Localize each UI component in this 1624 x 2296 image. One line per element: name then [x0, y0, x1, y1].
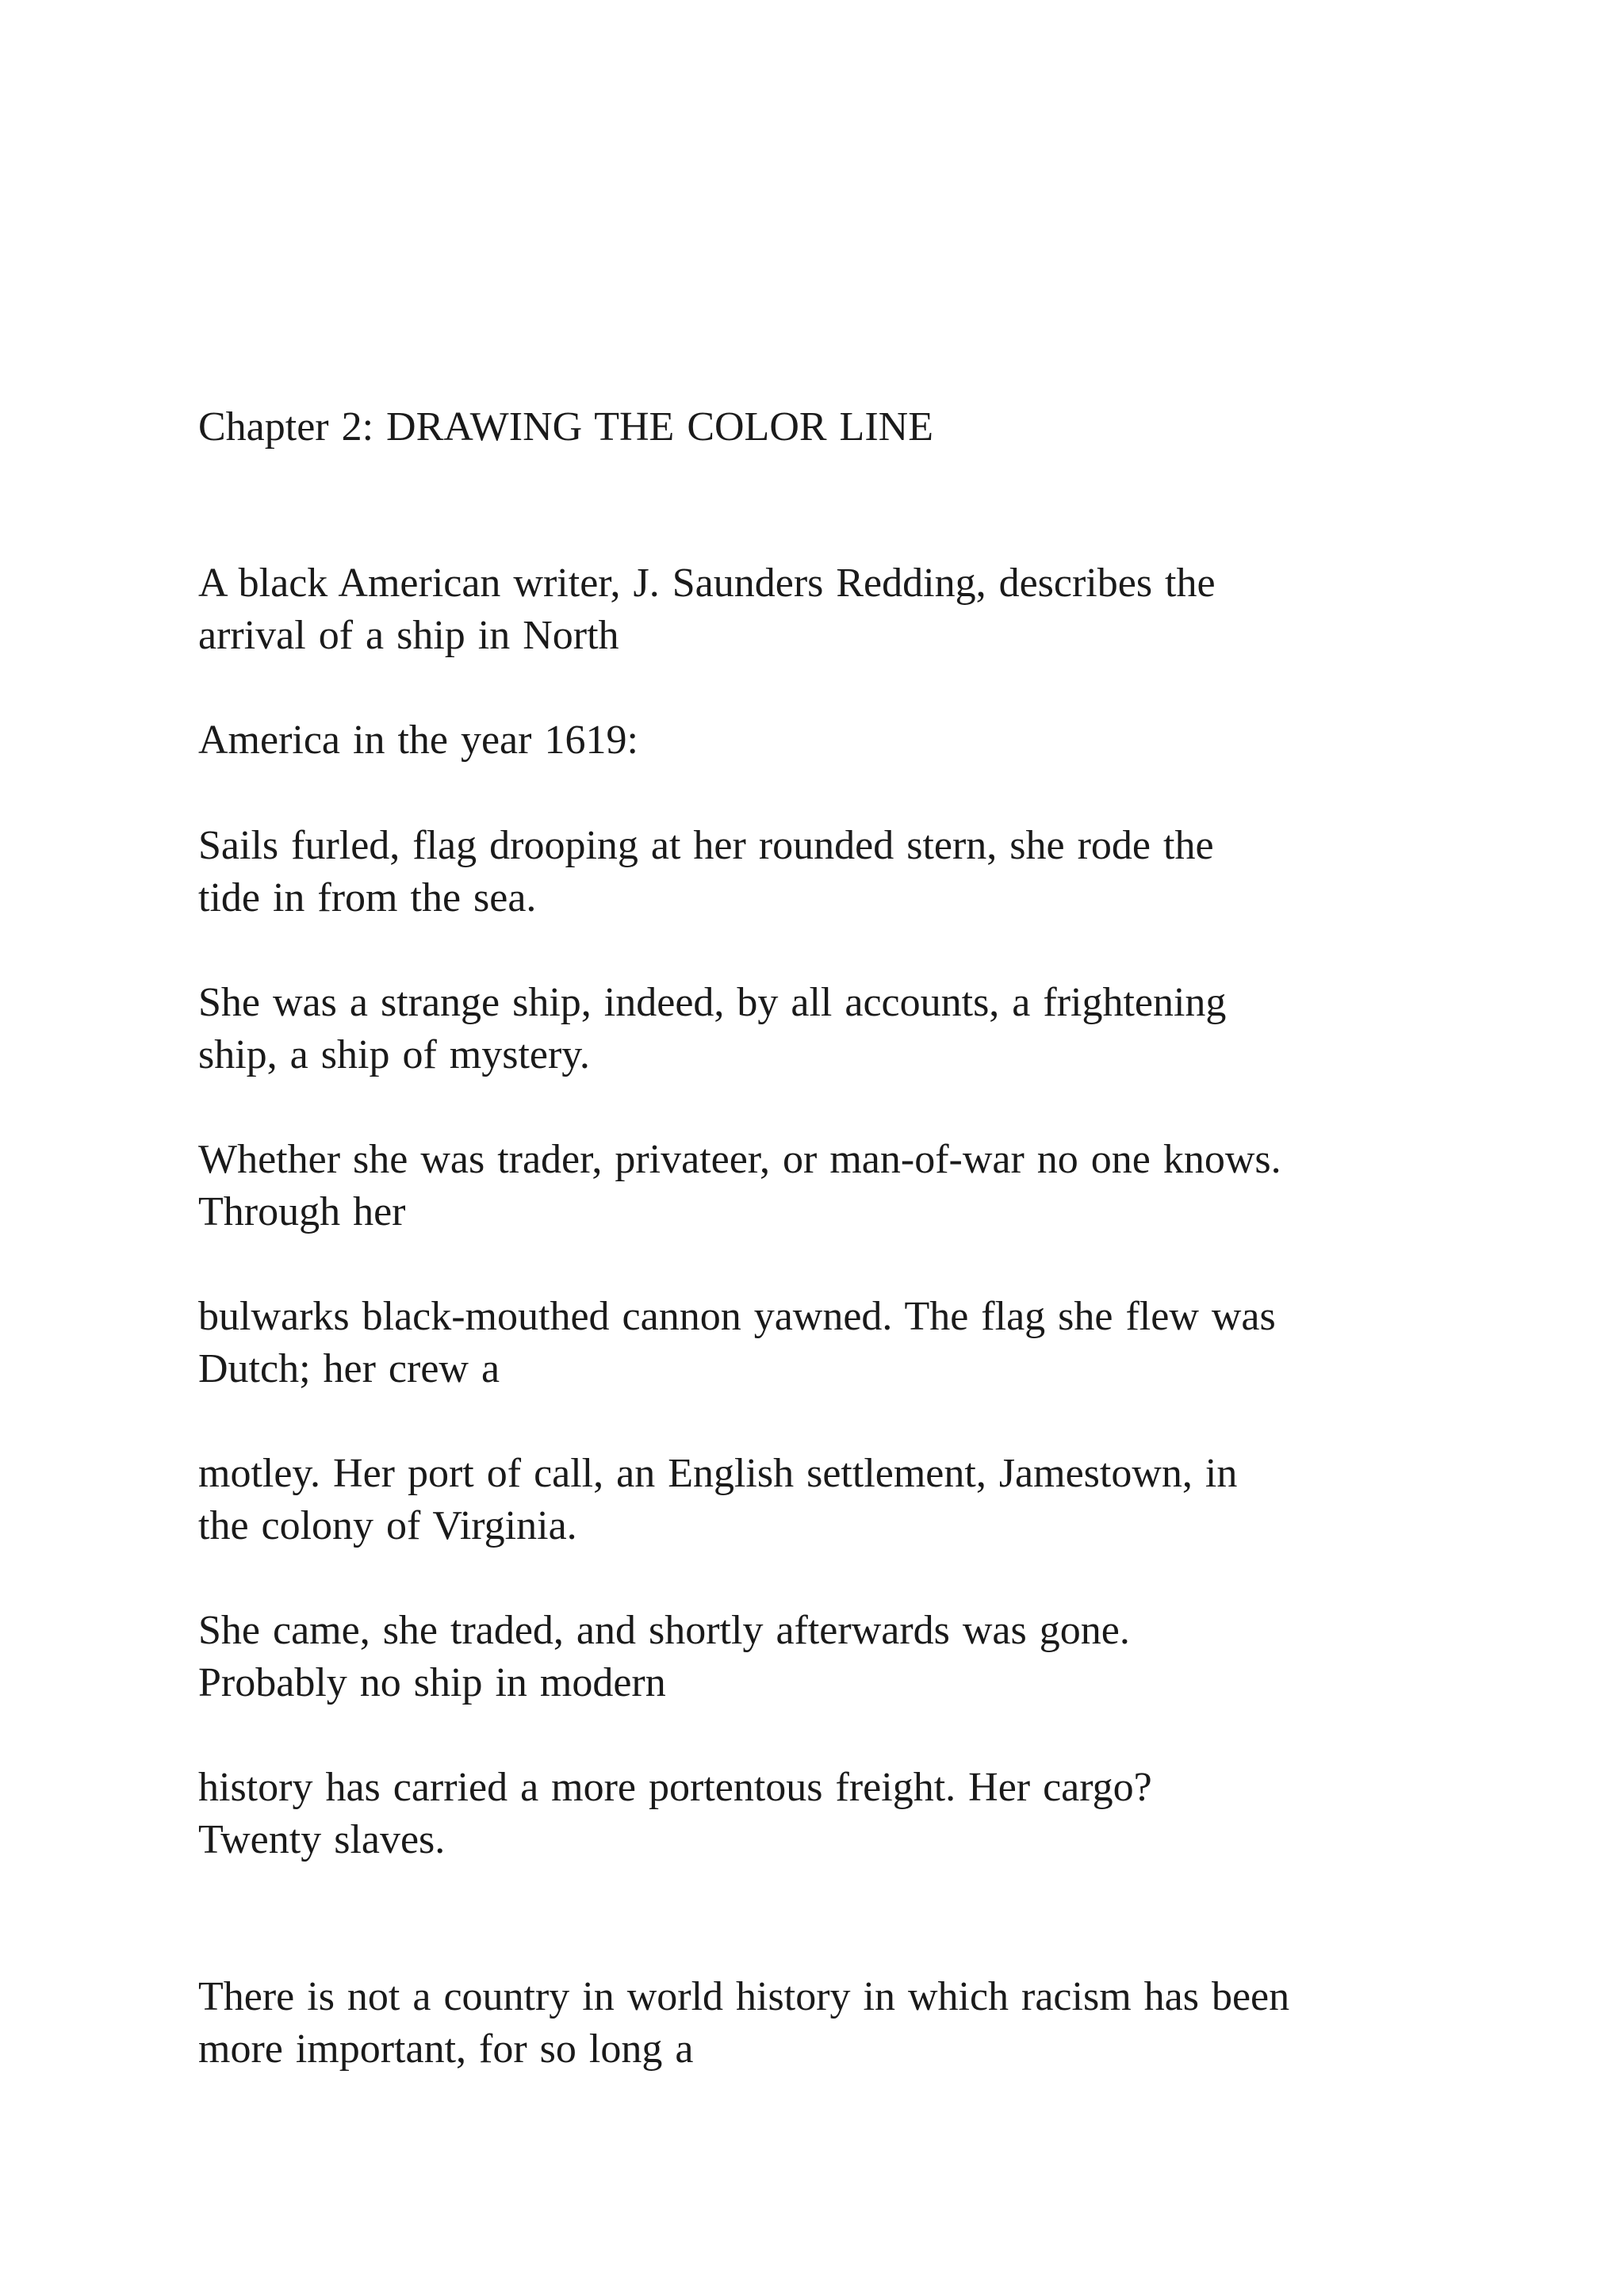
text-line: Probably no ship in modern: [198, 1660, 666, 1705]
text-line: tide in from the sea.: [198, 875, 537, 920]
text-line: more important, for so long a: [198, 2026, 694, 2072]
text-line: She was a strange ship, indeed, by all accounts, a frightening: [198, 980, 1227, 1025]
text-line: Through her: [198, 1189, 406, 1234]
text-line: Dutch; her crew a: [198, 1346, 500, 1391]
text-line: A black American writer, J. Saunders Redding, describes the: [198, 561, 1216, 606]
text-line: America in the year 1619:: [198, 718, 638, 763]
text-line: the colony of Virginia.: [198, 1503, 577, 1548]
text-line: Sails furled, flag drooping at her rounded stern, she rode the: [198, 823, 1214, 868]
text-line: There is not a country in world history in which racism has been: [198, 1974, 1290, 2019]
text-line: She came, she traded, and shortly afterwards was gone.: [198, 1608, 1130, 1653]
text-line: bulwarks black-mouthed cannon yawned. The flag she flew was: [198, 1294, 1276, 1339]
text-line: Twenty slaves.: [198, 1817, 446, 1862]
chapter-heading: Chapter 2: DRAWING THE COLOR LINE: [198, 404, 933, 450]
text-line: Whether she was trader, privateer, or man-of-war no one knows.: [198, 1137, 1281, 1182]
text-line: history has carried a more portentous freight. Her cargo?: [198, 1765, 1152, 1810]
text-line: arrival of a ship in North: [198, 613, 619, 658]
text-line: motley. Her port of call, an English settlement, Jamestown, in: [198, 1451, 1238, 1496]
text-line: ship, a ship of mystery.: [198, 1032, 590, 1077]
